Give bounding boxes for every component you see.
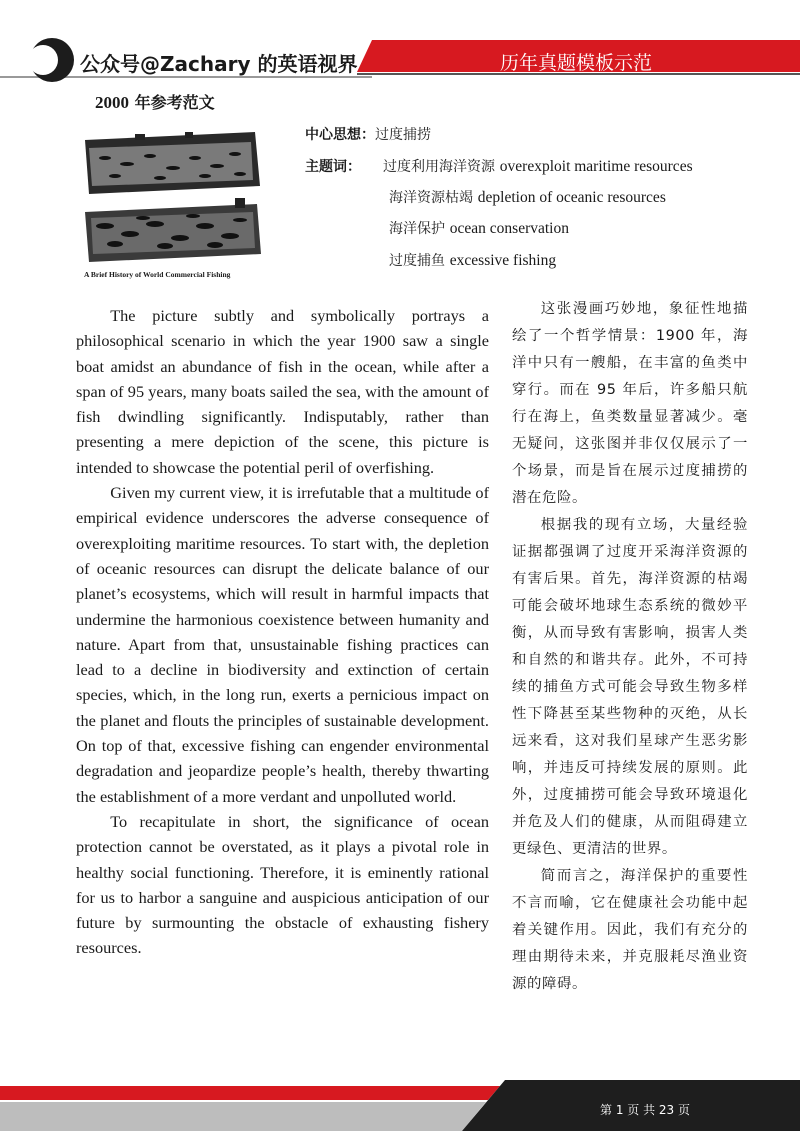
keyword-zh: 海洋保护: [389, 221, 445, 237]
essay-chinese: [512, 296, 748, 998]
essay-en-paragraph: Given my current view, it is irrefutable that a multitude of empirical evidence underscores the adverse consequence of overexploiting maritime resources. To start with, the depletion of oceanic resources can disrupt the delicate balance of our planet’s ecosystems, which will result in harmful impacts that undermine the harmonious coexistence between humanity and nature. Apart from that, unsustainable fishing practices can lead to a decline in biodiversity and extinction of certain species, which, in the long run, exerts a pernicious impact on the planet and flouts the principles of sustainable development. On top of that, excessive fishing can engender environmental degradation and jeopardize people’s health, thereby thwarting the establishment of a more verdant and unpolluted world.: [76, 483, 489, 806]
central-idea-label: 中心思想：: [305, 127, 375, 143]
essay-zh-paragraph: 这张漫画巧妙地，象征性地描绘了一个哲学情景：1900 年，海洋中只有一艘船，在丰富的鱼类中穿行。而在 95 年后，许多船只航行在海上，鱼类数量显著减少。毫无疑问，这张图并非仅仅展示了一个场景，而是旨在展示过度捕捞的潜在危险。: [512, 301, 748, 506]
keyword-en: overexploit maritime resources: [499, 158, 693, 175]
crescent-logo-icon: [28, 36, 76, 84]
page-number: 第 1 页 共 23 页: [600, 1103, 690, 1117]
keyword-row: [389, 218, 569, 238]
keywords-label: 主题词：: [305, 159, 361, 175]
keyword-zh: 过度利用海洋资源: [383, 159, 495, 175]
essay-zh-paragraph: 根据我的现有立场，大量经验证据都强调了过度开采海洋资源的有害后果。首先，海洋资源的枯竭可能会破坏地球生态系统的微妙平衡，从而导致有害影响，损害人类和自然的和谐共存。此外，不可持续的捕鱼方式可能会导致生物多样性下降甚至某些物种的灭绝，从长远来看，这对我们星球产生恶劣影响，并违反可持续发展的原则。此外，过度捕捞可能会导致环境退化并危及人们的健康，从而阻碍建立更绿色、更清洁的世界。: [512, 517, 748, 857]
central-idea-value: 过度捕捞: [375, 127, 431, 143]
year-label: 年参考范文: [134, 93, 215, 112]
figure-caption: A Brief History of World Commercial Fishing: [84, 270, 231, 279]
central-idea-row: [305, 124, 431, 144]
account-name: 公众号@Zachary 的英语视界: [80, 52, 358, 76]
essay-en-paragraph: The picture subtly and symbolically portrays a philosophical scenario in which the year 1900 saw a single boat amidst an abundance of fish in the ocean, while after a span of 95 years, many boats sailed the sea, with the amount of fish dwindling significantly. Indisputably, rather than presenting a mere depiction of the scene, this picture is intended to showcase the potential peril of overfishing.: [76, 306, 489, 477]
keyword-row: [389, 250, 556, 270]
year-number: 2000: [95, 93, 129, 112]
keyword-row: [389, 187, 666, 207]
keyword-zh: 海洋资源枯竭: [389, 190, 473, 206]
keyword-en: excessive fishing: [449, 252, 557, 269]
cartoon-fishing-illustration: [75, 128, 267, 283]
essay-zh-paragraph: 简而言之，海洋保护的重要性不言而喻，它在健康社会功能中起着关键作用。因此，我们有充分的理由期待未来，并克服耗尽渔业资源的障碍。: [512, 868, 748, 992]
banner-title: 历年真题模板示范: [500, 52, 653, 74]
keyword-zh: 过度捕鱼: [389, 253, 445, 269]
keyword-row: [305, 156, 693, 176]
keyword-en: ocean conservation: [449, 220, 569, 237]
essay-english: [76, 303, 489, 961]
page-title: [95, 90, 215, 113]
essay-en-paragraph: To recapitulate in short, the significance of ocean protection cannot be overstated, as it plays a pivotal role in healthy social functioning. Therefore, it is eminently rational for us to harbor a sanguine and auspicious anticipation of our future by surmounting the obstacle of exhausting fishery resources.: [76, 811, 489, 958]
keyword-en: depletion of oceanic resources: [477, 189, 666, 206]
